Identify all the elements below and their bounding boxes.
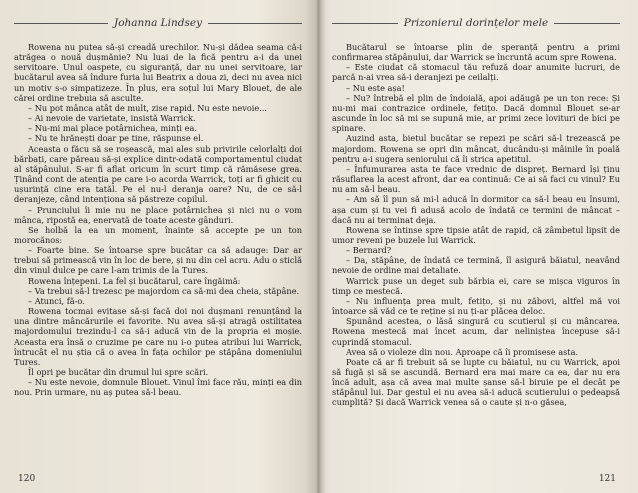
paragraph: Rowena se întinse spre tipsie atât de rapid, că zâmbetul lipsit de umor reveni pe buzele lui Warrick. xyxy=(332,224,620,245)
paragraph: – Nu? întrebă el plin de îndoială, apoi adăugă pe un ton rece: Și nu-mi mai contrazice ordinele, fetițo. Dacă domnul Blouet se-ar ascunde în loc să mi se supună mie, ar primi zece lovituri de bici pe spinare. xyxy=(332,92,620,134)
left-page-number: 120 xyxy=(18,474,36,484)
right-page-number: 121 xyxy=(598,474,616,484)
paragraph: Rowena tocmai evitase să-și facă doi noi dușmani renunțând la una dintre mâncărurile ei favorite. Nu avea să-și atragă ostilitatea majordomului trezindu-l ca să-i aducă vin de la propria ei moșie. Aceasta era însă o cruzime pe care nu i-o putea atribui lui Warrick, întrucât el nu știa că o avea în fața ochilor pe stăpâna domeniului Tures. xyxy=(14,306,302,367)
paragraph: Spunând acestea, o lăsă singură cu scutierul și cu mâncarea. Rowena mestecă mai încet acum, dar neliniștea începuse să-i cuprindă stomacul. xyxy=(332,316,620,347)
paragraph: – Nu te hrănești doar pe tine, răspunse el. xyxy=(28,133,204,144)
header-rule xyxy=(332,23,398,24)
right-running-header xyxy=(332,14,620,32)
paragraph: – Este ciudat că stomacul tău refuză doar anumite lucruri, de parcă n-ai vrea să-i deranjezi pe ceilalți. xyxy=(332,62,620,83)
paragraph: Rowena înțepeni. La fel și bucătarul, care îngăimă: xyxy=(28,275,241,286)
right-page xyxy=(332,14,620,484)
paragraph: – Înfumurarea asta te face vrednic de dispreț. Bernard își ținu răsuflarea la acest afront, dar ea continuă: Ce ai să faci cu vinul? Eu nu am să-l beau. xyxy=(332,163,620,195)
paragraph: Warrick puse un deget sub bărbia ei, care se mișca viguros în timp ce mestecă. xyxy=(332,275,620,296)
paragraph: – Foarte bine. Se întoarse spre bucătar ca să adauge: Dar ar trebui să primească vin în loc de bere, și nu din cel acru. Adu o sticlă din vinul dulce pe care l-am trimis de la Tures. xyxy=(14,245,302,276)
paragraph: – Atunci, fă-o. xyxy=(28,295,85,306)
paragraph: – Da, stăpâne, de îndată ce termină, îl asigură băiatul, neavând nevoie de ordine mai detaliate. xyxy=(332,255,620,276)
paragraph: – Va trebui să-l trezesc pe majordom ca să-mi dea cheia, stăpâne. xyxy=(28,285,300,296)
left-page xyxy=(14,14,302,484)
right-body-text xyxy=(332,42,620,408)
paragraph: Poate că ar fi trebuit să se lupte cu băiatul, nu cu Warrick, apoi să fugă și să se ascundă. Bernard era mai mare ca ea, dar nu era încă adult, așa că avea mai multe șanse să-l biruie pe el decât pe stăpânul lui. Dar gestul ei nu avea să-i aducă scutierului o pedeapsă cumplită? Și dacă Warrick venea să o caute și n-o găsea, xyxy=(332,356,620,408)
paragraph: – Nu pot mânca atât de mult, zise rapid. Nu este nevoie... xyxy=(28,102,268,113)
left-body-text xyxy=(14,42,302,397)
paragraph: – Nu-mi mai place potârnichea, minți ea. xyxy=(28,123,197,134)
left-header-title: Johanna Lindsey xyxy=(113,17,203,29)
header-rule xyxy=(554,23,620,24)
header-rule xyxy=(208,23,302,24)
right-header-title: Prizonierul dorințelor mele xyxy=(403,17,549,29)
paragraph: – Prunciului îi mie nu ne place potârnichea și nici nu o vom mânca, ripostă ea, enervată de toate aceste gânduri. xyxy=(14,204,302,225)
paragraph: – Nu este așa! xyxy=(346,82,405,93)
paragraph: – Nu influența prea mult, fetițo, și nu zăbovi, altfel mă voi întoarce să văd ce te reține și nu ți-ar plăcea deloc. xyxy=(332,295,620,317)
left-running-header xyxy=(14,14,302,32)
paragraph: – Ai nevoie de varietate, insistă Warrick. xyxy=(28,113,196,124)
paragraph: Rowena nu putea să-și creadă urechilor. Nu-și dădea seama că-i atrăgea o nouă dușmănie? Nu luai de la fică pentru a-i da unei servitoare. Unul oaspete, cu siguranță, dar nu unei servitoare, iar bucătarul avea să îndure furia lui Beatrix a doua zi, deci nu avea nici un motiv s-o simpatizeze. În plus, era soțul lui Mary Blouet, de ale cărei ordine trebuia să asculte. xyxy=(14,42,302,103)
paragraph: – Nu este nevoie, domnule Blouet. Vinul îmi face rău, minți ea din nou. Prin urmare, nu aș putea să-l beau. xyxy=(14,377,302,398)
paragraph: Bucătarul se întoarse plin de speranță pentru a primi confirmarea stăpânului, dar Warrick se încruntă acum spre Rowena. xyxy=(332,42,620,63)
paragraph: Auzind asta, bietul bucătar se repezi pe scări să-l trezească pe majordom. Rowena se opri din mâncat, ducându-și mâinile în poală pentru a-i sugera seniorului că îi strica apetitul. xyxy=(332,133,620,164)
paragraph: Avea să o violeze din nou. Aproape că îi promisese asta. xyxy=(346,346,579,357)
paragraph: – Bernard? xyxy=(346,245,392,256)
paragraph: Îl opri pe bucătar din drumul lui spre scări. xyxy=(28,367,209,377)
header-rule xyxy=(14,23,108,24)
gutter-shadow xyxy=(305,0,331,493)
paragraph: – Am să îl pun să mi-l aducă în dormitor ca să-l beau eu însumi, așa cum și tu vei fi adusă acolo de îndată ce termini de mâncat – dacă nu ai terminat deja. xyxy=(332,194,620,225)
paragraph: Se holbă la ea un moment, înainte să accepte pe un ton morocănos: xyxy=(14,224,302,245)
paragraph: Aceasta o făcu să se roșească, mai ales sub privirile celorlalți doi bărbați, care păreau să-și explice dintr-odată comportamentul ciudat al stăpânului. S-ar fi aflat oricum în scurt timp că rămăsese grea. Ținând cont de atenția pe care i-o acorda Warrick, toți ar fi ghicit cu ușurință cine era tatăl. Pe el nu-l deranja oare? Nu, de ce să-l deranjeze, când intenționa să păstreze copilul. xyxy=(14,143,302,205)
